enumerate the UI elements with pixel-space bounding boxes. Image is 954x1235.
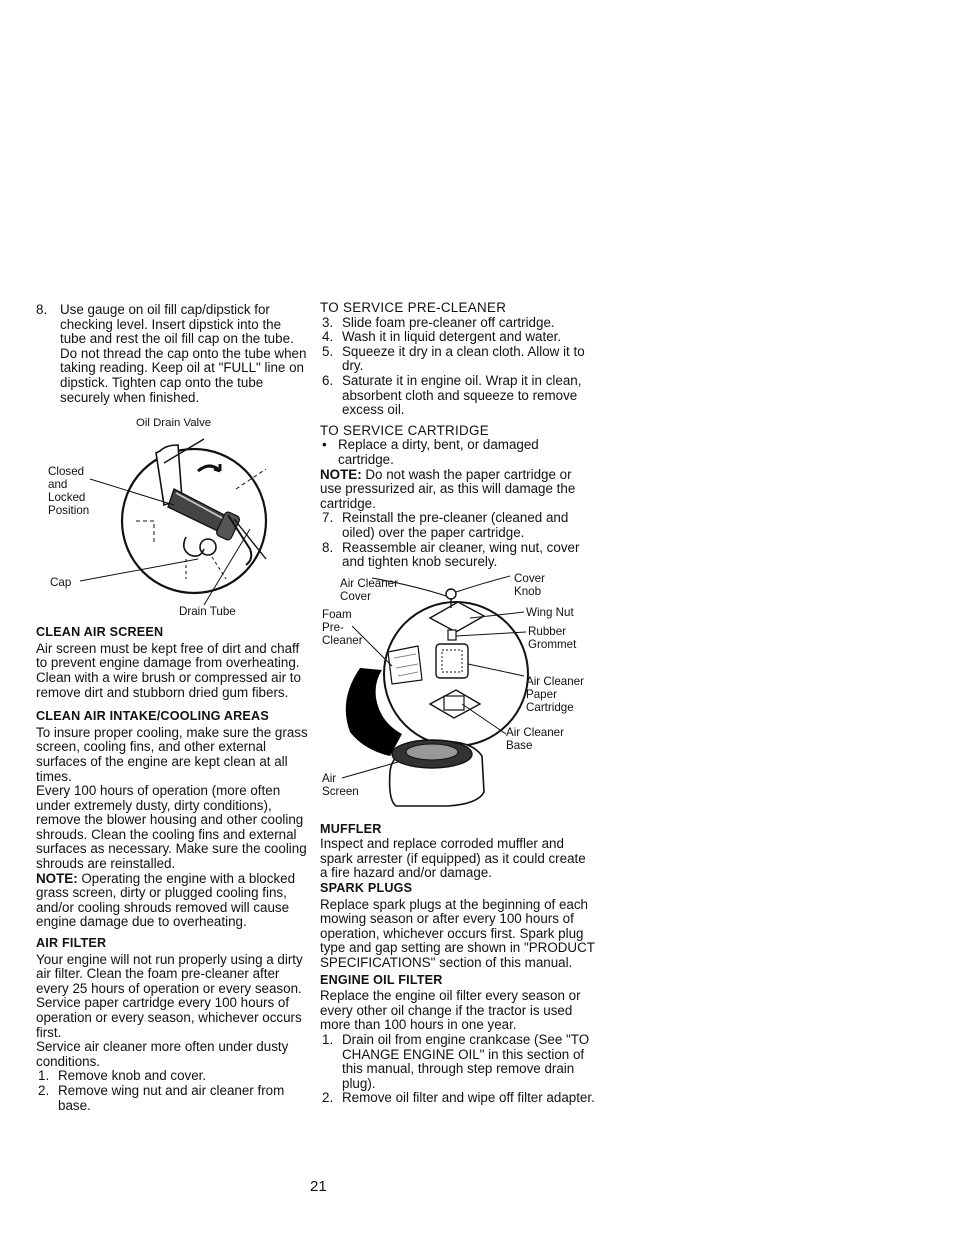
closed-locked-label: Closed and Locked Position (48, 465, 90, 518)
wing-nut-label: Wing Nut (526, 605, 574, 619)
step-number: 6. (322, 372, 334, 388)
step-number: 2. (38, 1082, 50, 1098)
step-text: Reassemble air cleaner, wing nut, cover and tighten knob securely. (342, 539, 580, 570)
step-text: Saturate it in engine oil. Wrap it in clean, absorbent cloth and squeeze to remove excess oil. (342, 372, 582, 418)
step-text: Remove knob and cover. (58, 1068, 207, 1084)
air-screen-label: Air Screen (322, 771, 359, 798)
air-cleaner-base-label: Air Cleaner Base (506, 725, 564, 752)
step-text: Drain oil from engine crankcase (See "TO CHANGE ENGINE OIL" in this section of this manual, through step remove drain plug). (342, 1032, 590, 1091)
note-text: Operating the engine with a blocked grass screen, dirty or plugged cooling fins, and/or cooling shrouds removed will cause engine damage due to overheating. (36, 870, 296, 930)
air-cleaner-drawing (320, 572, 595, 818)
right-column (320, 301, 595, 1106)
air-filter-p1: Your engine will not run properly using a dirty air filter. Clean the foam pre-cleaner after every 25 hours of operation or every season. Service paper cartridge every 100 hours of operation or every season, whichever occurs first. (36, 951, 303, 1040)
page-number: 21 (310, 1178, 327, 1195)
oil-filter-heading: ENGINE OIL FILTER (320, 972, 443, 987)
step-text: Squeeze it dry in a clean cloth. Allow it to dry. (342, 343, 585, 374)
step-8 (36, 303, 308, 405)
pre-cleaner-heading: TO SERVICE PRE-CLEANER (320, 300, 507, 315)
step-number: 4. (322, 329, 334, 345)
air-cleaner-figure (320, 572, 595, 818)
cap-label: Cap (50, 576, 72, 590)
bullet-text: Replace a dirty, bent, or damaged cartridge. (338, 437, 539, 467)
paper-cartridge-label: Air Cleaner Paper Cartridge (526, 674, 584, 714)
oil-drain-valve-figure (36, 409, 308, 617)
step-text: Use gauge on oil fill cap/dipstick for checking level. Insert dipstick into the tube and rest the oil fill cap on the tube. Do not thread the cap onto the tube when taking reading. Keep oil at "FULL" line on dipstick. Tighten cap onto the tube securely when finished. (60, 302, 307, 405)
clean-air-intake-note (36, 872, 308, 930)
cartridge-heading: TO SERVICE CARTRIDGE (320, 422, 489, 438)
air-filter-p2: Service air cleaner more often under dusty conditions. (36, 1039, 289, 1069)
clean-air-intake-p1: To insure proper cooling, make sure the grass screen, cooling fins, and other external surfaces of the engine are kept clean at all times. (36, 724, 308, 784)
spark-plugs-heading: SPARK PLUGS (320, 881, 413, 896)
figure-title: Oil Drain Valve (136, 417, 212, 430)
drain-tube-label: Drain Tube (179, 605, 236, 619)
pre-cleaner-step (320, 374, 595, 418)
cartridge-step (320, 511, 595, 540)
step-number: 7. (322, 510, 334, 526)
muffler-heading: MUFFLER (320, 821, 382, 836)
rubber-grommet-label: Rubber Grommet (528, 624, 577, 651)
air-filter-heading: AIR FILTER (36, 936, 107, 951)
pre-cleaner-step (320, 316, 595, 331)
note-text: Do not wash the paper cartridge or use pressurized air, as this will damage the cartridge. (320, 466, 576, 511)
bullet: • (322, 437, 327, 453)
step-text: Remove oil filter and wipe off filter adapter. (342, 1090, 595, 1106)
left-column (36, 303, 308, 1113)
step-text: Remove wing nut and air cleaner from base. (58, 1082, 285, 1113)
cartridge-bullet (320, 438, 595, 467)
step-number: 1. (38, 1068, 50, 1084)
muffler-body: Inspect and replace corroded muffler and spark arrester (if equipped) as it could create a fire hazard and/or damage. (320, 836, 586, 881)
step-number: 8. (322, 539, 334, 555)
air-filter-step (36, 1084, 308, 1113)
cover-knob-label: Cover Knob (514, 571, 545, 598)
step-number: 3. (322, 314, 334, 330)
clean-air-intake-p2: Every 100 hours of operation (more often under extremely dusty, dirty conditions), remove the blower housing and other cooling shrouds. Clean the cooling fins and external surfaces as necessary. Make sure the cooling shrouds are reinstalled. (36, 783, 307, 872)
step-text: Reinstall the pre-cleaner (cleaned and oiled) over the paper cartridge. (342, 510, 569, 540)
oil-filter-step (320, 1033, 595, 1091)
pre-cleaner-step (320, 330, 595, 345)
clean-air-screen-body: Air screen must be kept free of dirt and chaff to prevent engine damage from overheating. Clean with a wire brush or compressed air to remove dirt and stubborn dried gum fibers. (36, 640, 301, 700)
clean-air-intake-heading: CLEAN AIR INTAKE/COOLING AREAS (36, 709, 269, 724)
oil-filter-body: Replace the engine oil filter every season or every other oil change if the tractor is used more than 100 hours in one year. (320, 988, 581, 1033)
note-label: NOTE: (36, 870, 78, 886)
step-number: 5. (322, 343, 334, 359)
cartridge-step (320, 541, 595, 570)
foam-pre-cleaner-label: Foam Pre- Cleaner (322, 607, 363, 647)
step-number: 1. (322, 1032, 334, 1047)
step-text: Wash it in liquid detergent and water. (342, 329, 562, 345)
pre-cleaner-step (320, 345, 595, 374)
spark-plugs-body: Replace spark plugs at the beginning of each mowing season or after every 100 hours of operation, whichever occurs first. Spark plug type and gap setting are shown in "PRODUCT SPECIFICATIONS" section of this manual. (320, 896, 595, 971)
note-label: NOTE: (320, 466, 362, 482)
step-number: 8. (36, 302, 48, 317)
step-text: Slide foam pre-cleaner off cartridge. (342, 314, 555, 330)
air-cleaner-cover-label: Air Cleaner Cover (340, 576, 398, 603)
cartridge-note (320, 468, 595, 512)
oil-drain-valve-drawing (36, 409, 308, 617)
air-filter-step (36, 1069, 308, 1084)
oil-filter-step (320, 1091, 595, 1106)
clean-air-screen-heading: CLEAN AIR SCREEN (36, 625, 164, 640)
step-number: 2. (322, 1090, 334, 1106)
